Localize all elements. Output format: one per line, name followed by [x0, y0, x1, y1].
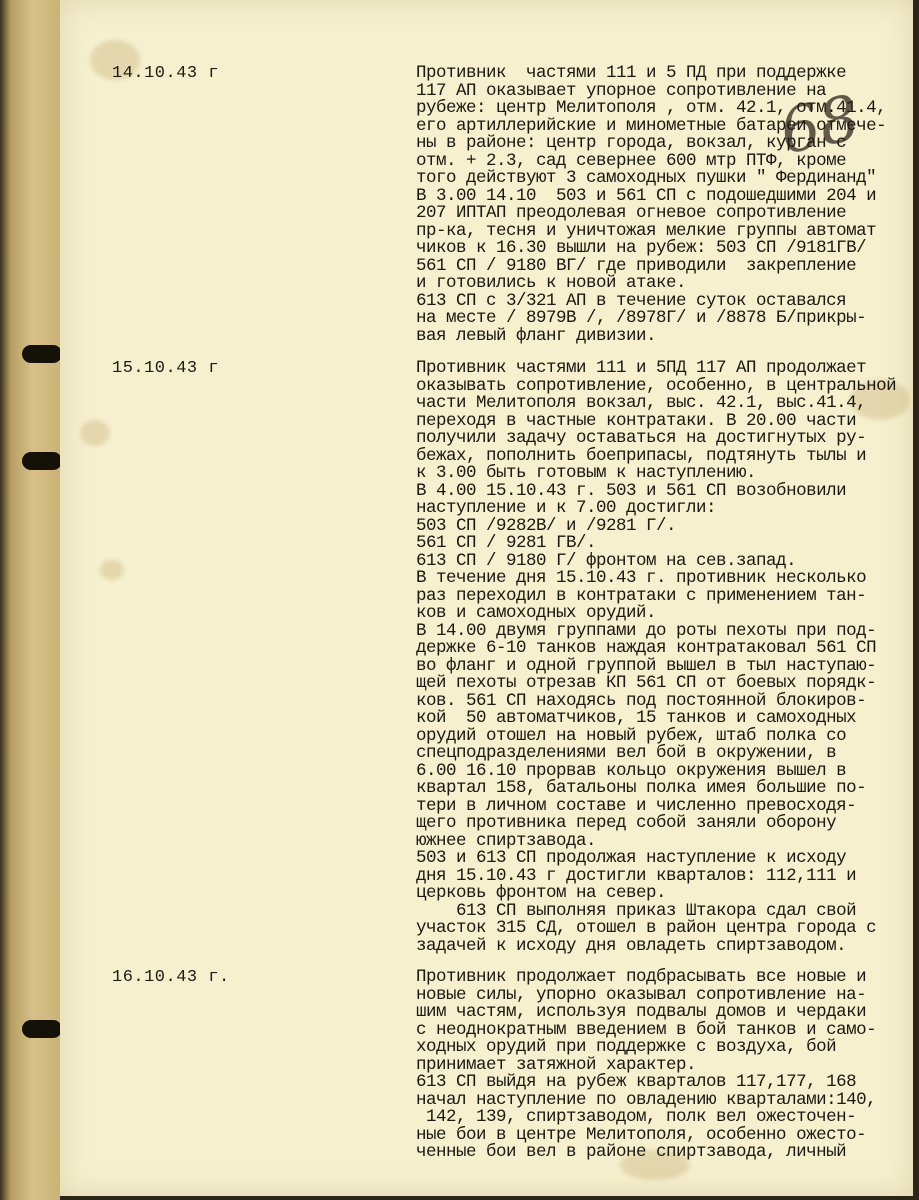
- text-line: оказывать сопротивление, особенно, в центральной: [416, 375, 897, 396]
- text-line: 613 СП выполняя приказ Штакора сдал свой: [416, 900, 857, 921]
- binding-strip: [0, 0, 60, 1200]
- text-line: к 3.00 быть готовым к наступлению.: [416, 463, 757, 483]
- text-line: новые силы, упорно оказывал сопротивление на-: [416, 984, 867, 1005]
- text-line: ченные бои вел в районе спиртзавода, личный: [416, 1142, 847, 1162]
- text-line: ны в районе: центр города, вокзал, курган с: [416, 133, 847, 153]
- text-line: 561 СП / 9180 ВГ/ где приводили закрепление: [416, 255, 857, 276]
- text-line: ходных орудий при поддержке с воздуха, бой: [416, 1037, 837, 1057]
- text-line: отм. + 2.3, сад севернее 600 мтр ПТФ, кроме: [416, 150, 847, 171]
- binding-hole: [22, 345, 62, 363]
- text-line: части Мелитополя вокзал, выс. 42.1, выс.41.4,: [416, 393, 867, 413]
- text-line: вая левый фланг дивизии.: [416, 325, 657, 346]
- text-line: 613 СП с 3/321 АП в течение суток оставался: [416, 290, 847, 311]
- text-line: и готовились к новой атаке.: [416, 273, 687, 293]
- text-line: получили задачу оставаться на достигнутых ру-: [416, 428, 867, 448]
- entry-date: 16.10.43 г.: [112, 968, 230, 987]
- entry-text: [416, 360, 896, 955]
- text-line: пр-ка, тесня и уничтожая мелкие группы автомат: [416, 220, 877, 241]
- text-line: ков. 561 СП находясь под постоянной блокиров-: [416, 690, 867, 711]
- text-line: ные бои в центре Мелитополя, особенно ожесто-: [416, 1124, 867, 1145]
- text-line: В 3.00 14.10 503 и 561 СП с подошедшими 204 и: [416, 185, 877, 206]
- text-line: 117 АП оказывает упорное сопротивление на: [416, 80, 827, 101]
- text-line: В 4.00 15.10.43 г. 503 и 561 СП возобновили: [416, 480, 847, 501]
- sheet-number-stamp: 68: [773, 80, 866, 169]
- text-line: 207 ИПТАП преодолевая огневое сопротивление: [416, 203, 847, 223]
- text-line: 613 СП выйдя на рубеж кварталов 117,177, 168: [416, 1072, 857, 1092]
- text-line: того действуют 3 самоходных пушки " Фердинанд": [416, 168, 877, 188]
- text-line: тери в личном составе и численно превосходя-: [416, 795, 857, 816]
- text-line: южнее спиртзавода.: [416, 830, 597, 851]
- text-line: квартал 158, батальоны полка имея большие по-: [416, 778, 867, 798]
- entry-text: [416, 969, 876, 1162]
- text-line: начал наступление по овладению кварталами:140,: [416, 1089, 877, 1110]
- binding-hole: [22, 1020, 62, 1038]
- text-line: церковь фронтом на север.: [416, 883, 667, 903]
- entry-date: 15.10.43 г: [112, 359, 220, 378]
- text-line: 561 СП / 9281 ГВ/.: [416, 533, 597, 553]
- text-line: участок 315 СД, отошел в район центра города с: [416, 918, 877, 938]
- text-line: щей пехоты отрезав КП 561 СП от боевых порядк-: [416, 673, 877, 693]
- text-line: переходя в частные контратаки. В 20.00 части: [416, 410, 857, 431]
- text-line: принимает затяжной характер.: [416, 1054, 697, 1075]
- text-line: спецподразделениями вел бой в окружении, в: [416, 743, 837, 763]
- text-line: на месте / 8979В /, /8978Г/ и /8878 Б/прикры-: [416, 308, 867, 328]
- text-line: щего противника перед собой заняли оборону: [416, 813, 837, 833]
- text-line: держке 6-10 танков наждая контратаковал 561 СП: [416, 638, 877, 658]
- text-line: 503 и 613 СП продолжая наступление к исходу: [416, 848, 847, 868]
- text-line: В 14.00 двумя группами до роты пехоты при под-: [416, 620, 877, 641]
- text-line: орудий отошел на новый рубеж, штаб полка со: [416, 725, 847, 746]
- text-line: дня 15.10.43 г достигли кварталов: 112,111 и: [416, 865, 857, 886]
- text-line: задачей к исходу дня овладеть спиртзаводом.: [416, 935, 847, 956]
- entry-date: 14.10.43 г: [112, 64, 220, 83]
- text-line: рубеже: центр Мелитополя , отм. 42.1, отм.41.4,: [416, 98, 887, 118]
- text-line: во фланг и одной группой вышел в тыл наступаю-: [416, 655, 877, 676]
- text-line: наступление и к 7.00 достигли:: [416, 498, 717, 518]
- entry-text: [416, 65, 886, 345]
- text-line: его артиллерийские и минометные батареи отмече-: [416, 115, 887, 136]
- text-line: 142, 139, спиртзаводом, полк вел ожесточен-: [416, 1107, 857, 1127]
- binding-hole: [22, 452, 62, 470]
- text-line: раз переходил в контратаки с применением тан-: [416, 585, 867, 606]
- text-line: бежах, пополнить боеприпасы, подтянуть тылы и: [416, 445, 867, 466]
- text-line: 6.00 16.10 прорвав кольцо окружения вышел в: [416, 760, 847, 781]
- text-line: В течение дня 15.10.43 г. противник несколько: [416, 568, 867, 588]
- text-line: кой 50 автоматчиков, 15 танков и самоходных: [416, 708, 857, 728]
- text-line: 503 СП /9282В/ и /9281 Г/.: [416, 515, 677, 536]
- text-line: шим частям, используя подвалы домов и чердаки: [416, 1002, 867, 1022]
- text-line: Противник частями 111 и 5 ПД при поддержке: [416, 63, 847, 83]
- text-line: ков и самоходных орудий.: [416, 603, 657, 623]
- text-line: чиков к 16.30 вышли на рубеж: 503 СП /9181ГВ/: [416, 238, 867, 258]
- text-line: Противник частями 111 и 5ПД 117 АП продолжает: [416, 358, 867, 378]
- text-line: 613 СП / 9180 Г/ фронтом на сев.запад.: [416, 550, 797, 571]
- text-line: Противник продолжает подбрасывать все новые и: [416, 967, 867, 987]
- text-line: с неоднократным введением в бой танков и само-: [416, 1019, 877, 1040]
